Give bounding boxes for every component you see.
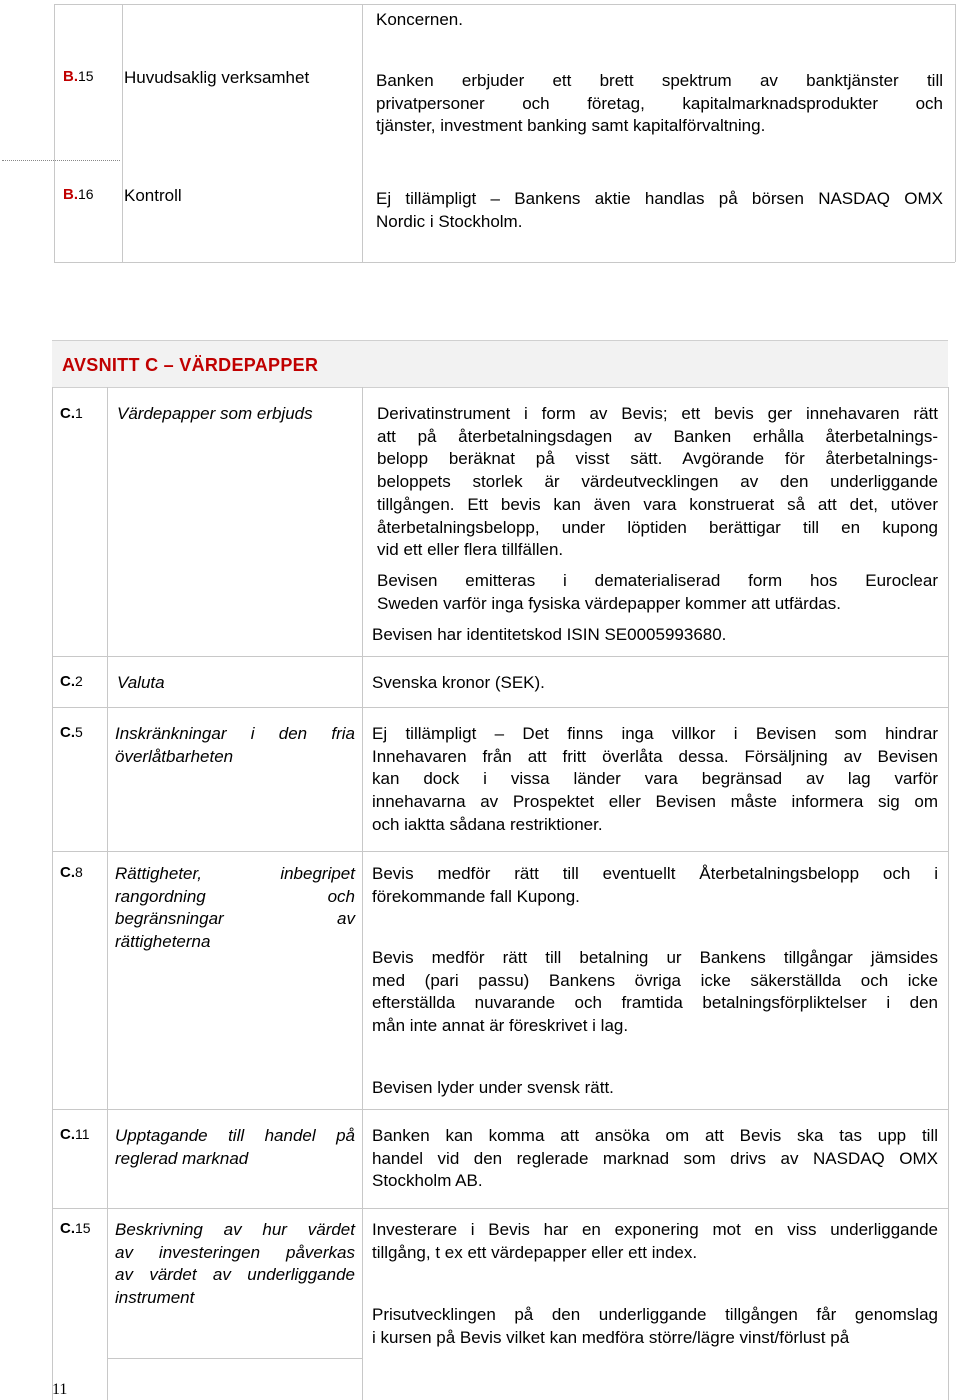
row-separator [52,1109,948,1110]
row-separator [52,656,948,657]
table-border-right [955,4,956,262]
element-title-c15: Beskrivning av hur värdet av investeringen påverkas av värdet av underliggande instrument [115,1220,355,1308]
element-body-c5: Ej tillämpligt – Det finns inga villkor i Bevisen som hindrar Innehavaren från att fritt överlåta dessa. Försäljning av Bevisen kan dock i vissa länder vara begränsad av lag varför innehavarna av Prospektet eller Bevisen måste informera sig om och iaktta sådana restriktioner. [372,724,938,834]
element-title-c2: Valuta [117,673,165,692]
row-separator [2,160,120,161]
element-body-b16: Ej tillämpligt – Bankens aktie handlas på börsen NASDAQ OMX Nordic i Stockholm. [376,189,943,231]
element-code-c2: C.2 [60,673,83,690]
element-body-c15-para2: Prisutvecklingen på den underliggande tillgången får genomslag i kursen på Bevis vilket kan medföra större/lägre vinst/förlust på [372,1305,938,1347]
table-border-top [54,4,955,5]
element-code-c11: C.11 [60,1126,90,1143]
table-c-border-right [948,387,949,1400]
element-body-c8-para2: Bevis medför rätt till betalning ur Bankens tillgångar jämsides med (pari passu) Bankens övriga icke säkerställda och icke efterställda nuvarande och framtida betalningsförpliktelser i den mån inte annat är föreskrivet i lag. [372,948,938,1036]
page-number: 11 [52,1381,68,1398]
row-separator [52,1208,948,1209]
element-body-c8: Bevis medför rätt till eventuellt Återbetalningsbelopp och i förekommande fall Kupong. [372,864,938,906]
table-border-left [54,4,55,262]
element-title-b15: Huvudsaklig verksamhet [124,68,310,87]
table-c-border-col [107,387,108,1400]
element-code-b16: B.16 [63,186,94,203]
element-title-c8: Rättigheter, inbegripet rangordning och begränsningar av rättigheterna [115,864,355,952]
section-title: AVSNITT C – VÄRDEPAPPER [62,355,319,375]
element-body-c2: Svenska kronor (SEK). [372,673,545,692]
element-code-c1: C.1 [60,405,83,422]
element-body-c11: Banken kan komma att ansöka om att Bevis ska tas upp till handel vid den reglerade marknad som drivs av NASDAQ OMX Stockholm AB. [372,1126,938,1191]
element-title-b16: Kontroll [124,186,182,205]
element-code-c5: C.5 [60,724,83,741]
element-code-c15: C.15 [60,1220,91,1237]
table-border-col [122,4,123,262]
element-body-c1-para2: Bevisen emitteras i dematerialiserad form hos Euroclear Sweden varför inga fysiska värdepapper kommer att utfärdas. [377,571,938,613]
element-code-b15: B.15 [63,68,94,85]
element-title-c5: Inskränkningar i den fria överlåtbarheten [115,724,355,766]
table-c-border-col [362,387,363,1400]
row-separator [52,707,948,708]
isin-text: Bevisen har identitetskod ISIN SE0005993680. [372,625,727,644]
element-body-b15: Banken erbjuder ett brett spektrum av banktjänster till privatpersoner och företag, kapitalmarknadsprodukter och tjänster, investment banking samt kapitalförvaltning. [376,71,943,136]
element-body-c15: Investerare i Bevis har en exponering mot en viss underliggande tillgång, t ex ett värdepapper eller ett index. [372,1220,938,1262]
element-code-c8: C.8 [60,864,83,881]
continuation-text: Koncernen. [376,10,463,29]
element-title-c11: Upptagande till handel på reglerad marknad [115,1126,355,1168]
element-title-c1: Värdepapper som erbjuds [117,404,313,423]
row-separator-partial [107,1358,362,1359]
table-border-col [362,4,363,262]
table-border-bottom [54,262,955,263]
table-c-border-left [52,387,53,1400]
row-separator [52,851,948,852]
element-body-c1: Derivatinstrument i form av Bevis; ett bevis ger innehavaren rätt att på återbetalningsdagen av Banken erhålla återbetalnings- belopp beräknat på visst sätt. Avgörande för återbetalnings- beloppets storlek är värdeutvecklingen av den underliggande tillgången. Ett bevis kan även vara konstruerat så att det, utöver återbetalningsbelopp, under löptiden berättigar till en kupong vid ett eller flera tillfällen. [377,404,938,560]
governing-law-text: Bevisen lyder under svensk rätt. [372,1078,614,1097]
